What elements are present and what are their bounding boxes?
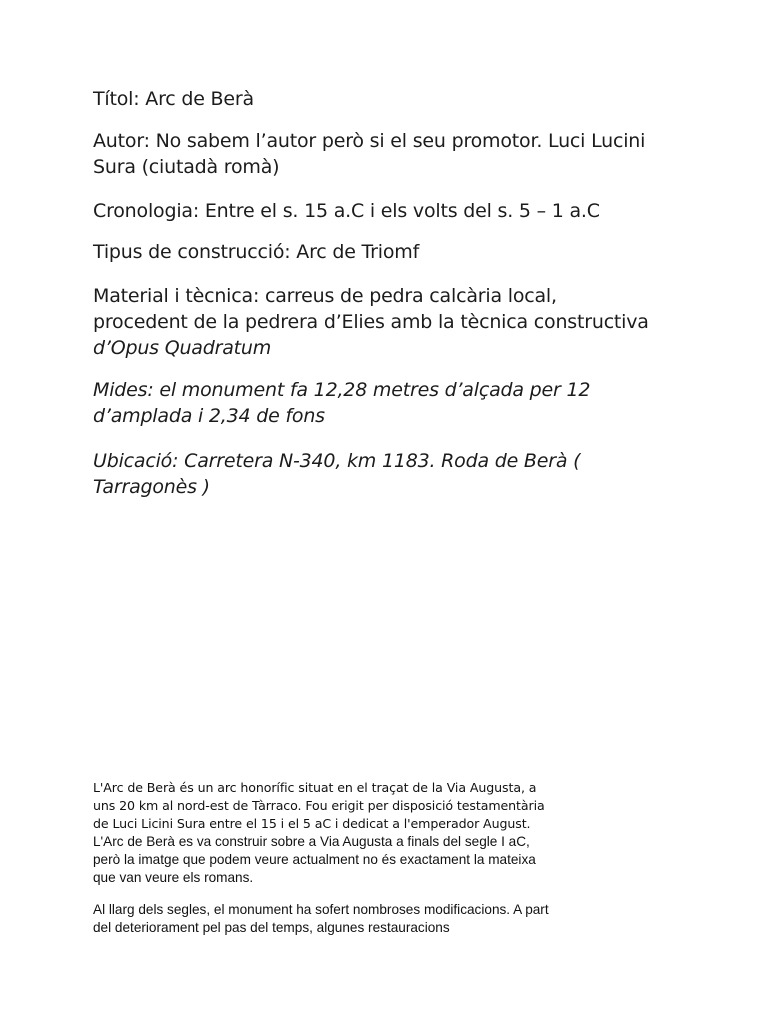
paragraph-1-tail: L'Arc de Berà es va construir sobre a Via Augusta a finals del segle I aC, però la imatge que podem veure actualment no és exactament la mateixa que van veure els romans. — [93, 834, 536, 885]
author-field: Autor: No sabem l’autor però si el seu promotor. Luci Lucini Sura (ciutadà romà) — [93, 130, 646, 178]
body-paragraph-2: Al llarg dels segles, el monument ha sofert nombroses modificacions. A part del deteriorament pel pas del temps, algunes restauracions — [93, 902, 549, 935]
material-text: Material i tècnica: carreus de pedra calcària local, procedent de la pedrera d’Elies amb la tècnica constructiva — [93, 285, 649, 333]
material-field — [93, 283, 653, 361]
location-field: Ubicació: Carretera N-340, km 1183. Roda de Berà ( Tarragonès ) — [93, 450, 581, 498]
material-technique: d’Opus Quadratum — [93, 337, 272, 359]
chronology-field: Cronologia: Entre el s. 15 a.C i els volts del s. 5 – 1 a.C — [93, 200, 600, 222]
dimensions-field: Mides: el monument fa 12,28 metres d’alçada per 12 d’amplada i 2,34 de fons — [93, 379, 591, 427]
construction-type-field: Tipus de construcció: Arc de Triomf — [93, 241, 420, 263]
body-paragraph-1 — [93, 779, 553, 887]
paragraph-1-main: L'Arc de Berà és un arc honorífic situat en el traçat de la Via Augusta, a uns 20 km al nord-est de Tàrraco. Fou erigit per disposició testamentària de Luci Licini Sura entre el 15 i el 5 aC i dedicat a l'emperador August. — [93, 780, 545, 831]
title-field: Títol: Arc de Berà — [93, 88, 254, 110]
